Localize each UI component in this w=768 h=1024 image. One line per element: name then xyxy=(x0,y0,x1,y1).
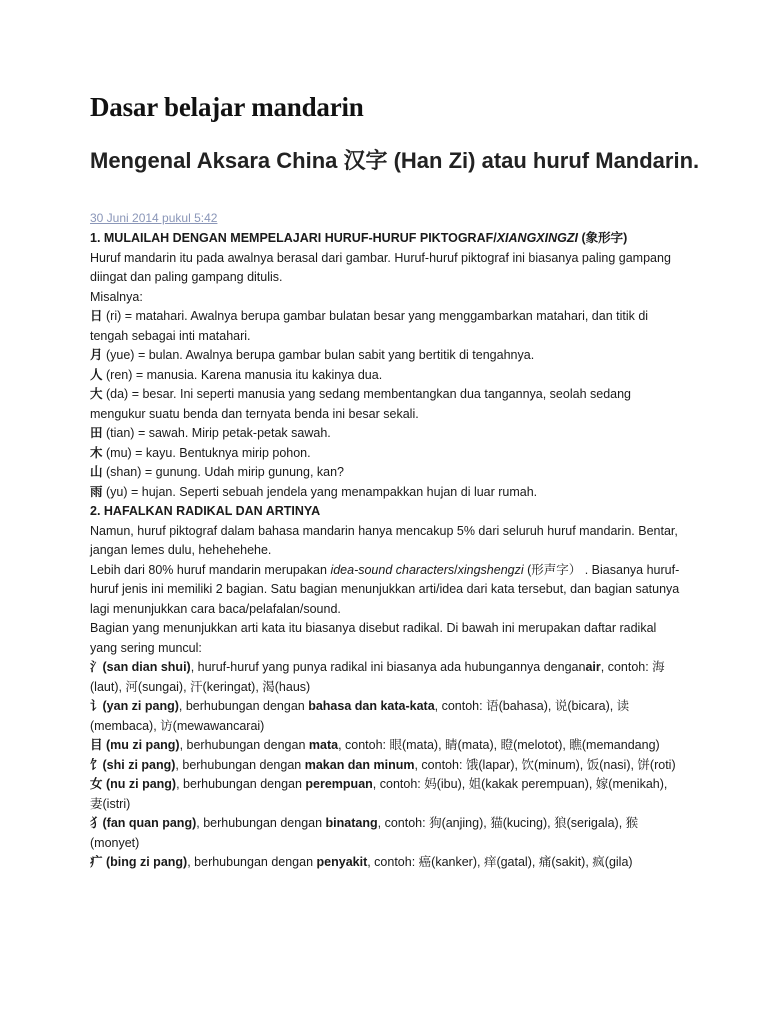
radical-item xyxy=(90,697,680,736)
section-2-heading xyxy=(90,502,680,522)
radical-desc: , berhubungan dengan xyxy=(196,816,326,830)
radical-name: 女 (nu zi pang) xyxy=(90,777,177,791)
pictograph-text: (yue) = bulan. Awalnya berupa gambar bulan sabit yang bertitik di tengahnya. xyxy=(102,348,535,362)
pictograph-text: (ren) = manusia. Karena manusia itu kakinya dua. xyxy=(102,367,383,382)
pictograph-text: (shan) = gunung. Udah mirip gunung, kan? xyxy=(102,465,344,479)
radical-examples: , contoh: 饿(lapar), 饮(minum), 饭(nasi), 饼(roti) xyxy=(414,757,676,772)
radical-keyword: bahasa dan kata-kata xyxy=(308,699,435,713)
pictograph-item xyxy=(90,366,680,386)
radical-keyword: makan dan minum xyxy=(304,757,415,772)
radical-item xyxy=(90,814,680,853)
radical-examples: , contoh: 海(laut), 河(sungai), 汗(keringat), 渴(haus) xyxy=(90,660,665,694)
pictograph-char: 田 xyxy=(90,426,103,440)
post-content xyxy=(90,229,680,873)
radical-keyword: penyakit xyxy=(316,855,368,869)
section-1-heading-term: XIANGXINGZI xyxy=(496,231,578,245)
radical-examples: , contoh: 妈(ibu), 姐(kakak perempuan), 嫁(menikah), 妻(istri) xyxy=(90,777,668,811)
radical-examples: , contoh: 眼(mata), 睛(mata), 瞪(melotot), 瞧(memandang) xyxy=(338,738,660,752)
document-title: Dasar belajar mandarin xyxy=(90,92,364,122)
paragraph-text: / xyxy=(454,562,458,577)
pictograph-item xyxy=(90,346,680,366)
post-title: Mengenal Aksara China 汉字 (Han Zi) atau huruf Mandarin. xyxy=(90,148,700,173)
section-2-paragraph-2 xyxy=(90,561,680,620)
pictograph-item xyxy=(90,307,680,346)
pictograph-item xyxy=(90,463,680,483)
term-italic: xingshengzi xyxy=(457,562,524,577)
pictograph-char: 山 xyxy=(90,465,103,479)
pictograph-item xyxy=(90,424,680,444)
pictograph-char: 月 xyxy=(90,348,103,362)
pictograph-item xyxy=(90,483,680,503)
pictograph-text: (ri) = matahari. Awalnya berupa gambar bulatan besar yang menggambarkan matahari, dan titik di tengah sebagai inti matahari. xyxy=(90,309,649,343)
radical-item xyxy=(90,853,680,873)
paragraph-text: (形声字） . Biasanya huruf-huruf jenis ini memiliki 2 bagian. Satu bagian menunjukkan arti/idea dari kata tersebut, dan bagian satunya lagi menunjukkan cara baca/pelafalan/sound. xyxy=(90,562,680,616)
pictograph-char: 大 xyxy=(90,387,103,401)
radical-desc: , berhubungan dengan xyxy=(187,855,317,869)
radical-keyword: air xyxy=(585,660,601,674)
radical-name: 疒 (bing zi pang) xyxy=(90,855,188,869)
paragraph-text: Lebih dari 80% huruf mandarin merupakan xyxy=(90,562,331,577)
radical-keyword: mata xyxy=(308,738,339,752)
section-2-heading-text: 2. HAFALKAN RADIKAL DAN ARTINYA xyxy=(90,504,321,518)
section-1-intro: Huruf mandarin itu pada awalnya berasal dari gambar. Huruf-huruf piktograf ini biasanya paling gampang diingat dan paling gampang ditulis. xyxy=(90,250,671,284)
radical-item xyxy=(90,658,680,697)
radical-name: 氵(san dian shui) xyxy=(90,660,191,674)
pictograph-text: (tian) = sawah. Mirip petak-petak sawah. xyxy=(102,426,331,440)
pictograph-char: 日 xyxy=(90,309,103,323)
pictograph-char: 木 xyxy=(90,445,103,460)
radical-name: 目 (mu zi pang) xyxy=(90,738,180,752)
post-date-link[interactable]: 30 Juni 2014 pukul 5:42 xyxy=(90,211,218,225)
radical-desc: , huruf-huruf yang punya radikal ini biasanya ada hubungannya dengan xyxy=(190,660,586,674)
section-2-paragraph-3: Bagian yang menunjukkan arti kata itu biasanya disebut radikal. Di bawah ini merupakan daftar radikal yang sering muncul: xyxy=(90,621,657,655)
pictograph-char: 人 xyxy=(90,367,103,382)
radical-keyword: binatang xyxy=(325,816,378,830)
section-1-heading xyxy=(90,229,680,249)
radical-desc: , berhubungan dengan xyxy=(175,757,305,772)
radical-examples: , contoh: 狗(anjing), 猫(kucing), 狼(serigala), 猴(monyet) xyxy=(90,816,639,850)
pictograph-text: (yu) = hujan. Seperti sebuah jendela yang menampakkan hujan di luar rumah. xyxy=(102,484,538,499)
pictograph-char: 雨 xyxy=(90,484,103,499)
radical-item xyxy=(90,775,680,814)
section-1-heading-chinese: (象形字) xyxy=(577,231,628,245)
radical-name: 饣(shi zi pang) xyxy=(90,757,176,772)
radical-examples: , contoh: 语(bahasa), 说(bicara), 读(membaca), 访(mewawancarai) xyxy=(90,699,630,733)
pictograph-item xyxy=(90,385,680,424)
radical-desc: , berhubungan dengan xyxy=(176,777,306,791)
pictograph-item xyxy=(90,444,680,464)
radical-keyword: perempuan xyxy=(305,777,373,791)
pictograph-text: (da) = besar. Ini seperti manusia yang sedang membentangkan dua tangannya, seolah sedang mengukur suatu benda dan ternyata benda ini besar sekali. xyxy=(90,387,632,421)
radical-desc: , berhubungan dengan xyxy=(179,738,309,752)
section-2-paragraph-1: Namun, huruf piktograf dalam bahasa mandarin hanya mencakup 5% dari seluruh huruf mandarin. Bentar, jangan lemes dulu, hehehehehe. xyxy=(90,523,678,557)
radical-examples: , contoh: 癌(kanker), 痒(gatal), 痛(sakit), 疯(gila) xyxy=(367,855,633,869)
term-italic: idea-sound characters xyxy=(330,562,455,577)
section-1-heading-text: 1. MULAILAH DENGAN MEMPELAJARI HURUF-HURUF PIKTOGRAF/ xyxy=(90,231,497,245)
pictograph-text: (mu) = kayu. Bentuknya mirip pohon. xyxy=(102,445,311,460)
radical-desc: , berhubungan dengan xyxy=(178,699,309,713)
radical-item xyxy=(90,756,680,776)
radical-name: 讠(yan zi pang) xyxy=(90,699,179,713)
examples-label: Misalnya: xyxy=(90,289,143,304)
radical-item xyxy=(90,736,680,756)
radical-name: 犭(fan quan pang) xyxy=(90,816,197,830)
